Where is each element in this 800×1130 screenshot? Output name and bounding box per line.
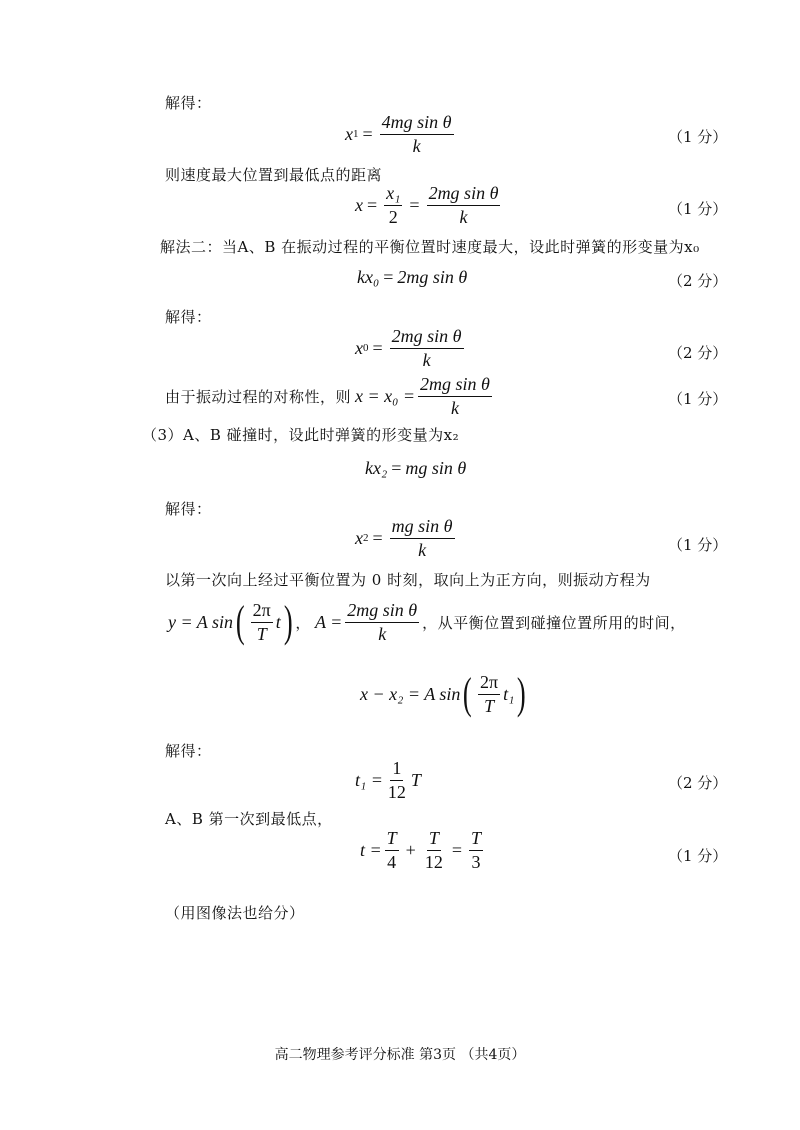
- lhs: x − x₂ = A sin: [360, 683, 461, 704]
- fraction: [390, 516, 455, 560]
- score-1: （1 分）: [668, 128, 728, 146]
- numerator: 2π: [251, 600, 273, 623]
- numerator: 2mg sin θ: [427, 183, 501, 206]
- equals-sign: =: [362, 123, 373, 144]
- equation-kx2: [365, 458, 466, 479]
- equals-sign: =: [391, 458, 402, 478]
- equals-sign: =: [372, 527, 383, 548]
- equation-collision-time: [360, 669, 529, 719]
- numerator: T: [427, 828, 441, 851]
- denominator: 2: [388, 206, 398, 227]
- equation-amplitude: [315, 600, 422, 644]
- lhs: x = x₀ =: [355, 385, 416, 406]
- fraction: [386, 758, 408, 802]
- fraction: [385, 828, 399, 872]
- score-2: （1 分）: [668, 200, 728, 218]
- comma: ，: [295, 613, 311, 632]
- equation-t1: [355, 758, 421, 802]
- text-time: ，从平衡位置到碰撞位置所用的时间，: [422, 613, 686, 632]
- denominator: 12: [424, 851, 443, 872]
- fraction: [345, 600, 419, 644]
- text-symmetry: 由于振动过程的对称性，则: [165, 387, 352, 406]
- var-x: x: [355, 337, 363, 358]
- equation-distance: [355, 183, 503, 227]
- equation-symmetry: [355, 374, 495, 418]
- denominator: k: [450, 397, 459, 418]
- text-graph-note: （用图像法也给分）: [165, 904, 305, 922]
- score-7: （2 分）: [668, 774, 728, 792]
- var-t1: t₁: [503, 683, 515, 704]
- equals-sign: =: [372, 337, 383, 358]
- denominator: 3: [471, 851, 481, 872]
- equation-oscillation: [168, 597, 295, 647]
- var-x: x: [355, 194, 363, 215]
- denominator: k: [422, 349, 431, 370]
- numerator: 2mg sin θ: [345, 600, 419, 623]
- score-5: （1 分）: [668, 390, 728, 408]
- lhs: t =: [360, 839, 382, 860]
- plus-sign: +: [405, 839, 416, 860]
- right-paren: ): [283, 597, 293, 647]
- page-footer: 高二物理参考评分标准 第3页 （共4页）: [274, 1047, 526, 1063]
- lhs: y = A sin: [168, 611, 233, 632]
- var-x: x: [345, 123, 353, 144]
- score-3: （2 分）: [668, 272, 728, 290]
- denominator: k: [378, 623, 387, 644]
- fraction: [380, 112, 454, 156]
- left-paren: (: [463, 669, 473, 719]
- fraction: [478, 672, 500, 716]
- text-method-two: 解法二：当A、B 在振动过程的平衡位置时速度最大，设此时弹簧的形变量为x₀: [160, 238, 700, 256]
- denominator: 4: [387, 851, 397, 872]
- rhs: 2mg sin θ: [397, 267, 468, 287]
- denominator: T: [484, 695, 495, 716]
- lhs: A =: [314, 611, 343, 632]
- numerator: 2mg sin θ: [390, 326, 464, 349]
- fraction: [390, 326, 464, 370]
- fraction: [251, 600, 273, 644]
- equals-sign: =: [451, 839, 462, 860]
- text-lowest-point: A、B 第一次到最低点，: [165, 810, 333, 828]
- equation-x2: [355, 516, 458, 560]
- fraction: [423, 828, 445, 872]
- numerator: 2mg sin θ: [418, 374, 492, 397]
- text-jiede-2: 解得：: [165, 308, 212, 326]
- equation-x0: [355, 326, 467, 370]
- var-x: x: [355, 527, 363, 548]
- text-distance: 则速度最大位置到最低点的距离: [165, 166, 383, 184]
- lhs: kx₂: [365, 458, 388, 478]
- lhs: t₁ =: [355, 769, 383, 790]
- rhs: mg sin θ: [405, 458, 467, 478]
- fraction: [384, 183, 402, 227]
- text-part-three: （3）A、B 碰撞时，设此时弹簧的形变量为x₂: [142, 426, 460, 444]
- numerator: x₁: [384, 183, 402, 206]
- numerator: mg sin θ: [390, 516, 455, 539]
- numerator: 1: [390, 758, 403, 781]
- text-jiede-3: 解得：: [165, 500, 212, 518]
- lhs: kx₀: [357, 267, 380, 287]
- var-T: T: [410, 769, 421, 790]
- left-paren: (: [235, 597, 245, 647]
- score-8: （1 分）: [668, 847, 728, 865]
- subscript: 0: [363, 342, 369, 355]
- fraction: [469, 828, 483, 872]
- text-oscillation: 以第一次向上经过平衡位置为 0 时刻，取向上为正方向，则振动方程为: [165, 571, 651, 589]
- subscript: 2: [363, 532, 369, 545]
- numerator: 4mg sin θ: [380, 112, 454, 135]
- score-6: （1 分）: [668, 536, 728, 554]
- equation-t: [360, 828, 486, 872]
- equals-sign: =: [383, 267, 394, 287]
- numerator: T: [469, 828, 483, 851]
- fraction: [418, 374, 492, 418]
- subscript: 1: [353, 128, 359, 141]
- var-t: t: [275, 611, 281, 632]
- equation-kx0: [357, 267, 467, 288]
- equals-sign: =: [409, 194, 420, 215]
- equation-x1: [345, 112, 457, 156]
- score-4: （2 分）: [668, 344, 728, 362]
- denominator: T: [256, 623, 267, 644]
- text-jiede-4: 解得：: [165, 742, 212, 760]
- right-paren: ): [517, 669, 527, 719]
- denominator: k: [412, 135, 421, 156]
- fraction: [427, 183, 501, 227]
- equals-sign: =: [367, 194, 378, 215]
- text-jiede-1: 解得：: [165, 94, 212, 112]
- numerator: 2π: [478, 672, 500, 695]
- denominator: 12: [387, 781, 406, 802]
- denominator: k: [459, 206, 468, 227]
- denominator: k: [418, 539, 427, 560]
- oscillation-equation-line: [168, 597, 686, 647]
- numerator: T: [385, 828, 399, 851]
- symmetry-line: [165, 374, 495, 418]
